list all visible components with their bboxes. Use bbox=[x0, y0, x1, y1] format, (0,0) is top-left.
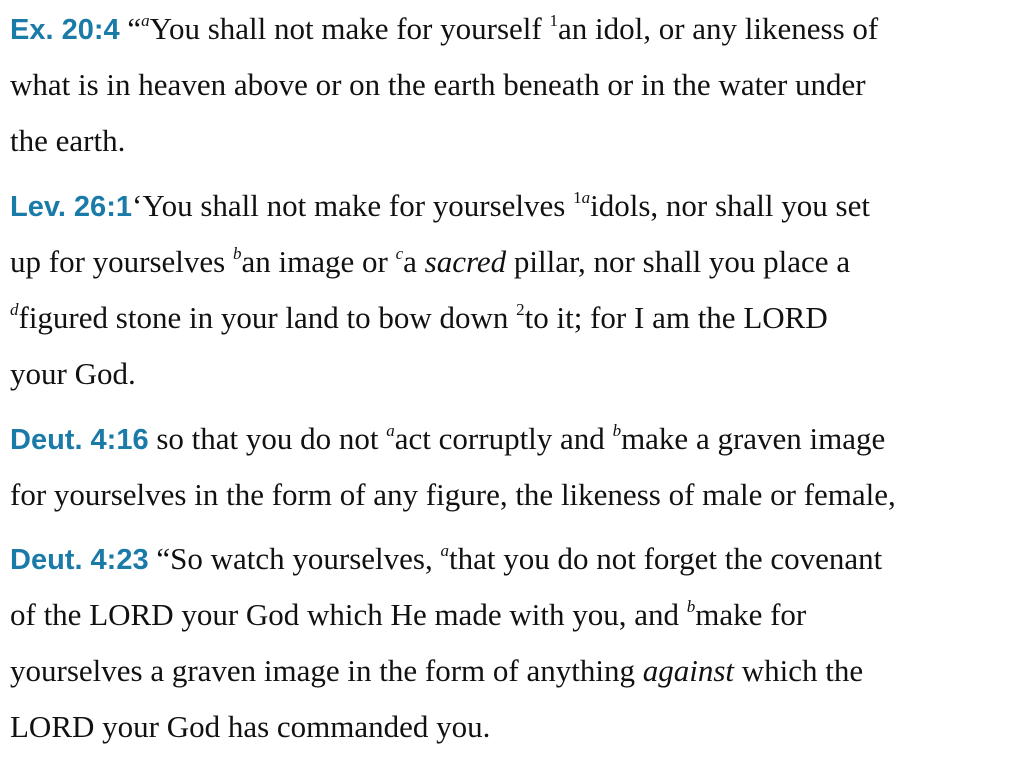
footnote-marker: a bbox=[440, 541, 449, 560]
verse-text: what is in heaven above or on the earth beneath or in the water under bbox=[10, 67, 866, 102]
verse-text: act corruptly and bbox=[394, 421, 613, 456]
quote-mark: ‘ bbox=[131, 188, 143, 223]
verse-line bbox=[10, 234, 850, 290]
verse-text: “So watch yourselves, bbox=[148, 541, 441, 576]
verse-text: which the bbox=[734, 653, 864, 688]
verse-text: You shall not make for yourselves bbox=[142, 188, 574, 223]
verse-line bbox=[10, 57, 866, 113]
verse-reference: Deut. 4:23 bbox=[10, 544, 149, 576]
verse-text: that you do not forget the covenant bbox=[448, 541, 883, 576]
verse-text: make for bbox=[695, 597, 807, 632]
verse-line bbox=[10, 699, 490, 755]
verse-text: up for yourselves bbox=[10, 244, 233, 279]
verse-text: pillar, nor shall you place a bbox=[506, 244, 851, 279]
verse-text: make a graven image bbox=[621, 421, 886, 456]
verse-text: LORD your God has commanded you. bbox=[10, 709, 491, 744]
footnote-marker: 1 bbox=[573, 188, 582, 207]
verse-text: You shall not make for yourself bbox=[149, 11, 550, 46]
verse-reference: Lev. 26:1 bbox=[10, 191, 132, 223]
verse-line bbox=[10, 1, 878, 57]
verse-reference: Ex. 20:4 bbox=[10, 14, 120, 46]
verse-line bbox=[10, 467, 896, 523]
verse-text: your God. bbox=[10, 356, 136, 391]
verse-text: to it; for I am the LORD bbox=[524, 300, 828, 335]
footnote-marker: d bbox=[10, 300, 19, 319]
verse-text: the earth. bbox=[10, 123, 126, 158]
verse-text: of the LORD your God which He made with you, and bbox=[10, 597, 687, 632]
verse-line bbox=[10, 178, 870, 234]
footnote-marker: c bbox=[395, 244, 404, 263]
verse-text: an idol, or any likeness of bbox=[557, 11, 879, 46]
verse-line bbox=[10, 643, 863, 699]
verse-text: a bbox=[403, 244, 425, 279]
verse-text-italic: sacred bbox=[424, 244, 507, 279]
footnote-marker: a bbox=[141, 11, 150, 30]
verse-text: yourselves a graven image in the form of anything bbox=[10, 653, 643, 688]
footnote-marker: b bbox=[232, 244, 242, 263]
footnote-marker: b bbox=[612, 421, 622, 440]
verse-line bbox=[10, 346, 136, 402]
verse-text: an image or bbox=[241, 244, 396, 279]
verse-line bbox=[10, 531, 882, 587]
footnote-marker: a bbox=[386, 421, 395, 440]
footnote-marker: 2 bbox=[516, 300, 525, 319]
verse-text: for yourselves in the form of any figure, the likeness of male or female, bbox=[10, 477, 896, 512]
quote-mark: “ bbox=[119, 11, 142, 46]
verse-line bbox=[10, 290, 828, 346]
verse-text-italic: against bbox=[642, 653, 735, 688]
verse-line bbox=[10, 587, 806, 643]
verse-reference: Deut. 4:16 bbox=[10, 424, 149, 456]
verse-line bbox=[10, 113, 125, 169]
verse-text: idols, nor shall you set bbox=[590, 188, 870, 223]
footnote-marker: a bbox=[581, 188, 591, 207]
verse-text: so that you do not bbox=[148, 421, 387, 456]
verse-text: figured stone in your land to bow down bbox=[18, 300, 517, 335]
footnote-marker: 1 bbox=[549, 11, 558, 30]
verse-line bbox=[10, 411, 885, 467]
footnote-marker: b bbox=[686, 597, 696, 616]
